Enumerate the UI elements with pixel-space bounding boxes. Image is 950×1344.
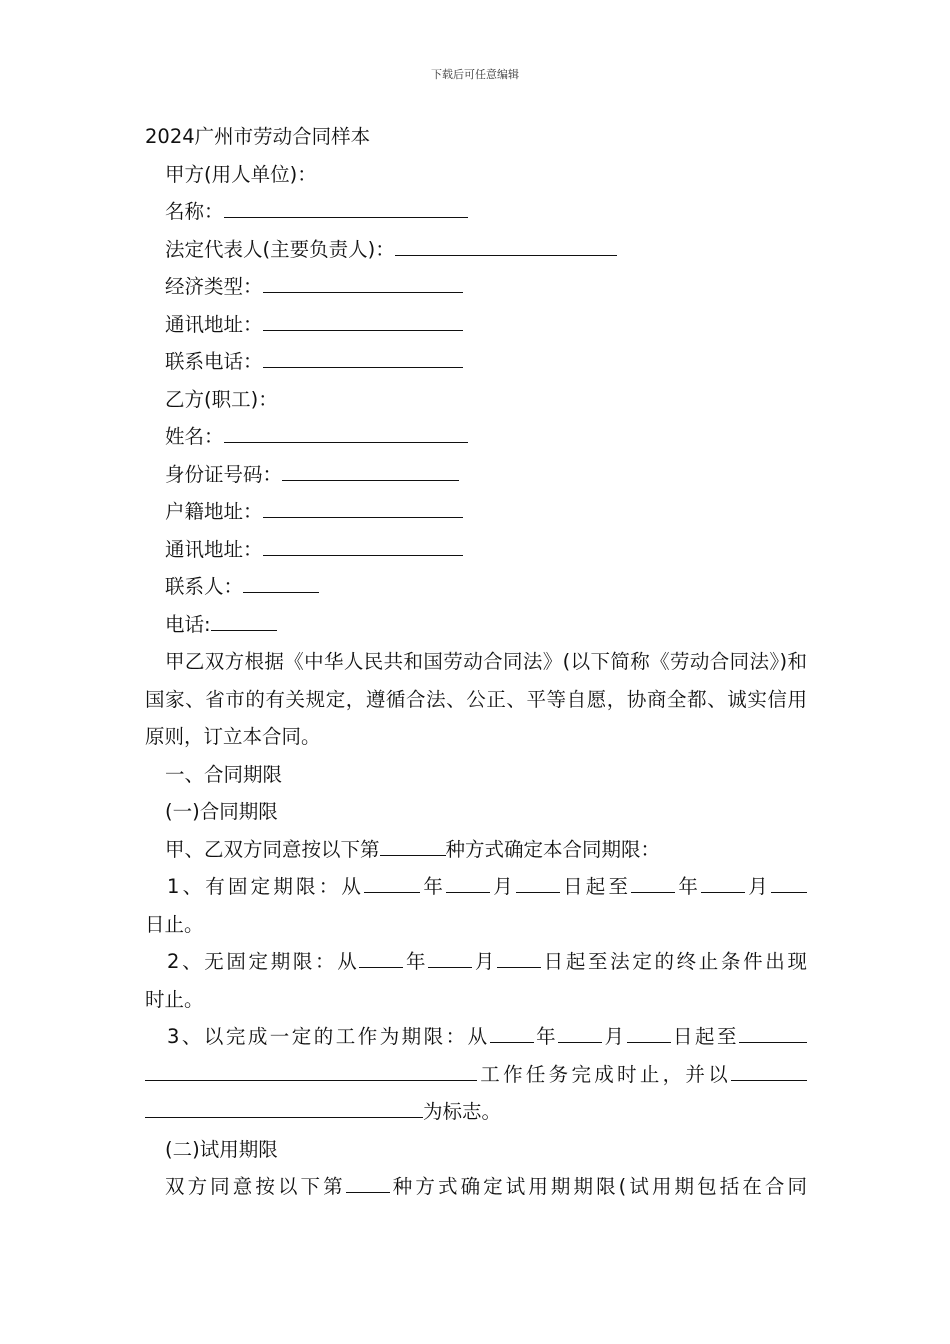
task-from-day-blank[interactable] (627, 1025, 671, 1043)
open-from-day-blank[interactable] (497, 950, 541, 968)
party-a-addr-row (145, 306, 807, 344)
party-b-id-blank[interactable] (282, 463, 459, 481)
open-term-end: 时止。 (145, 987, 204, 1011)
document-title: 2024广州市劳动合同样本 (145, 125, 371, 148)
open-from-year-blank[interactable] (359, 950, 403, 968)
day-from-label: 日起至 (670, 1025, 739, 1048)
task-marker-blank-2[interactable] (145, 1100, 423, 1118)
task-term-row (145, 1018, 807, 1056)
section-1-heading: 一、合同期限 (165, 762, 283, 786)
term-choice-text-b: 种方式确定本合同期限： (445, 837, 661, 861)
open-term-row (145, 943, 807, 981)
party-b-contact-label: 联系人： (165, 575, 244, 598)
fixed-from-year-blank[interactable] (364, 875, 420, 893)
trial-choice-row (145, 1168, 807, 1206)
party-b-hukou-row (145, 493, 807, 531)
party-a-addr-blank[interactable] (263, 313, 463, 331)
open-term-label: 2、无固定期限：从 (167, 950, 360, 973)
task-from-year-blank[interactable] (490, 1025, 534, 1043)
header-note: 下载后可任意编辑 (431, 68, 519, 81)
party-a-name-blank[interactable] (224, 200, 468, 218)
day-from-label: 日起至 (559, 875, 632, 898)
party-b-phone-blank[interactable] (211, 613, 277, 631)
party-b-contact-blank[interactable] (243, 575, 319, 593)
party-a-name-label: 名称： (165, 200, 224, 223)
task-from-month-blank[interactable] (558, 1025, 602, 1043)
month-label: 月 (490, 875, 516, 898)
party-a-rep-blank[interactable] (395, 238, 617, 256)
open-from-month-blank[interactable] (428, 950, 472, 968)
trial-choice-text-a: 双方同意按以下第 (165, 1175, 346, 1198)
fixed-term-row (145, 868, 807, 906)
trial-choice-text-b: 种方式确定试用期期限(试用期包括在合同 (389, 1175, 807, 1198)
fixed-from-day-blank[interactable] (516, 875, 560, 893)
intro-paragraph: 甲乙双方根据《中华人民共和国劳动合同法》(以下简称《劳动合同法》)和国家、省市的有关规定，遵循合法、公正、平等自愿，协商全都、诚实信用原则，订立本合同。 (145, 650, 807, 748)
task-term-row-3 (145, 1093, 807, 1131)
party-a-phone-blank[interactable] (263, 350, 463, 368)
party-a-phone-label: 联系电话： (165, 350, 263, 373)
fixed-from-month-blank[interactable] (446, 875, 490, 893)
task-term-end: 为标志。 (423, 1100, 502, 1123)
party-b-phone-label: 电话: (165, 612, 211, 636)
month-label: 月 (472, 950, 498, 973)
party-b-addr-row (145, 531, 807, 569)
task-marker-blank[interactable] (731, 1063, 807, 1081)
document-body (145, 118, 807, 1206)
party-a-name-row (145, 193, 807, 231)
year-label: 年 (675, 875, 702, 898)
party-a-rep-label: 法定代表人(主要负责人)： (165, 237, 395, 261)
party-a-econ-blank[interactable] (263, 275, 463, 293)
subsection-2-heading: (二)试用期限 (165, 1137, 278, 1161)
party-a-econ-label: 经济类型： (165, 275, 263, 298)
task-term-label: 3、以完成一定的工作为期限：从 (167, 1025, 490, 1048)
fixed-to-day-blank[interactable] (771, 875, 807, 893)
fixed-to-month-blank[interactable] (701, 875, 745, 893)
party-b-phone-row (145, 606, 807, 644)
party-b-addr-label: 通讯地址： (165, 537, 263, 561)
party-b-id-label: 身份证号码： (165, 462, 283, 486)
task-term-row-2 (145, 1056, 807, 1094)
term-choice-blank[interactable] (380, 838, 446, 856)
month-label: 月 (745, 875, 771, 898)
party-b-addr-blank[interactable] (263, 538, 463, 556)
trial-choice-blank[interactable] (346, 1175, 390, 1193)
task-term-text: 工作任务完成时止，并以 (477, 1062, 731, 1086)
party-b-contact-row (145, 568, 807, 606)
party-a-econ-row (145, 268, 807, 306)
month-label: 月 (602, 1025, 627, 1048)
fixed-term-label: 1、有固定期限：从 (167, 875, 365, 898)
subsection-1-heading: (一)合同期限 (165, 800, 278, 823)
term-choice-row (145, 831, 807, 869)
party-a-heading: 甲方(用人单位)： (165, 162, 317, 186)
party-a-phone-row (145, 343, 807, 381)
party-b-hukou-blank[interactable] (263, 500, 463, 518)
party-b-id-row (145, 456, 807, 494)
party-a-addr-label: 通讯地址： (165, 312, 263, 336)
year-label: 年 (403, 950, 429, 973)
party-b-name-blank[interactable] (224, 425, 468, 443)
task-to-blank[interactable] (739, 1025, 807, 1043)
party-b-hukou-label: 户籍地址： (165, 500, 263, 523)
fixed-term-end: 日止。 (145, 912, 204, 936)
open-term-text: 日起至法定的终止条件出现 (541, 950, 807, 973)
party-b-heading: 乙方(职工)： (165, 387, 278, 411)
party-b-name-row (145, 418, 807, 456)
party-b-name-label: 姓名： (165, 425, 224, 448)
year-label: 年 (533, 1025, 559, 1048)
party-a-rep-row (145, 231, 807, 269)
year-label: 年 (420, 875, 447, 898)
task-description-blank[interactable] (145, 1063, 477, 1081)
fixed-to-year-blank[interactable] (631, 875, 675, 893)
term-choice-text-a: 甲、乙双方同意按以下第 (165, 837, 380, 861)
